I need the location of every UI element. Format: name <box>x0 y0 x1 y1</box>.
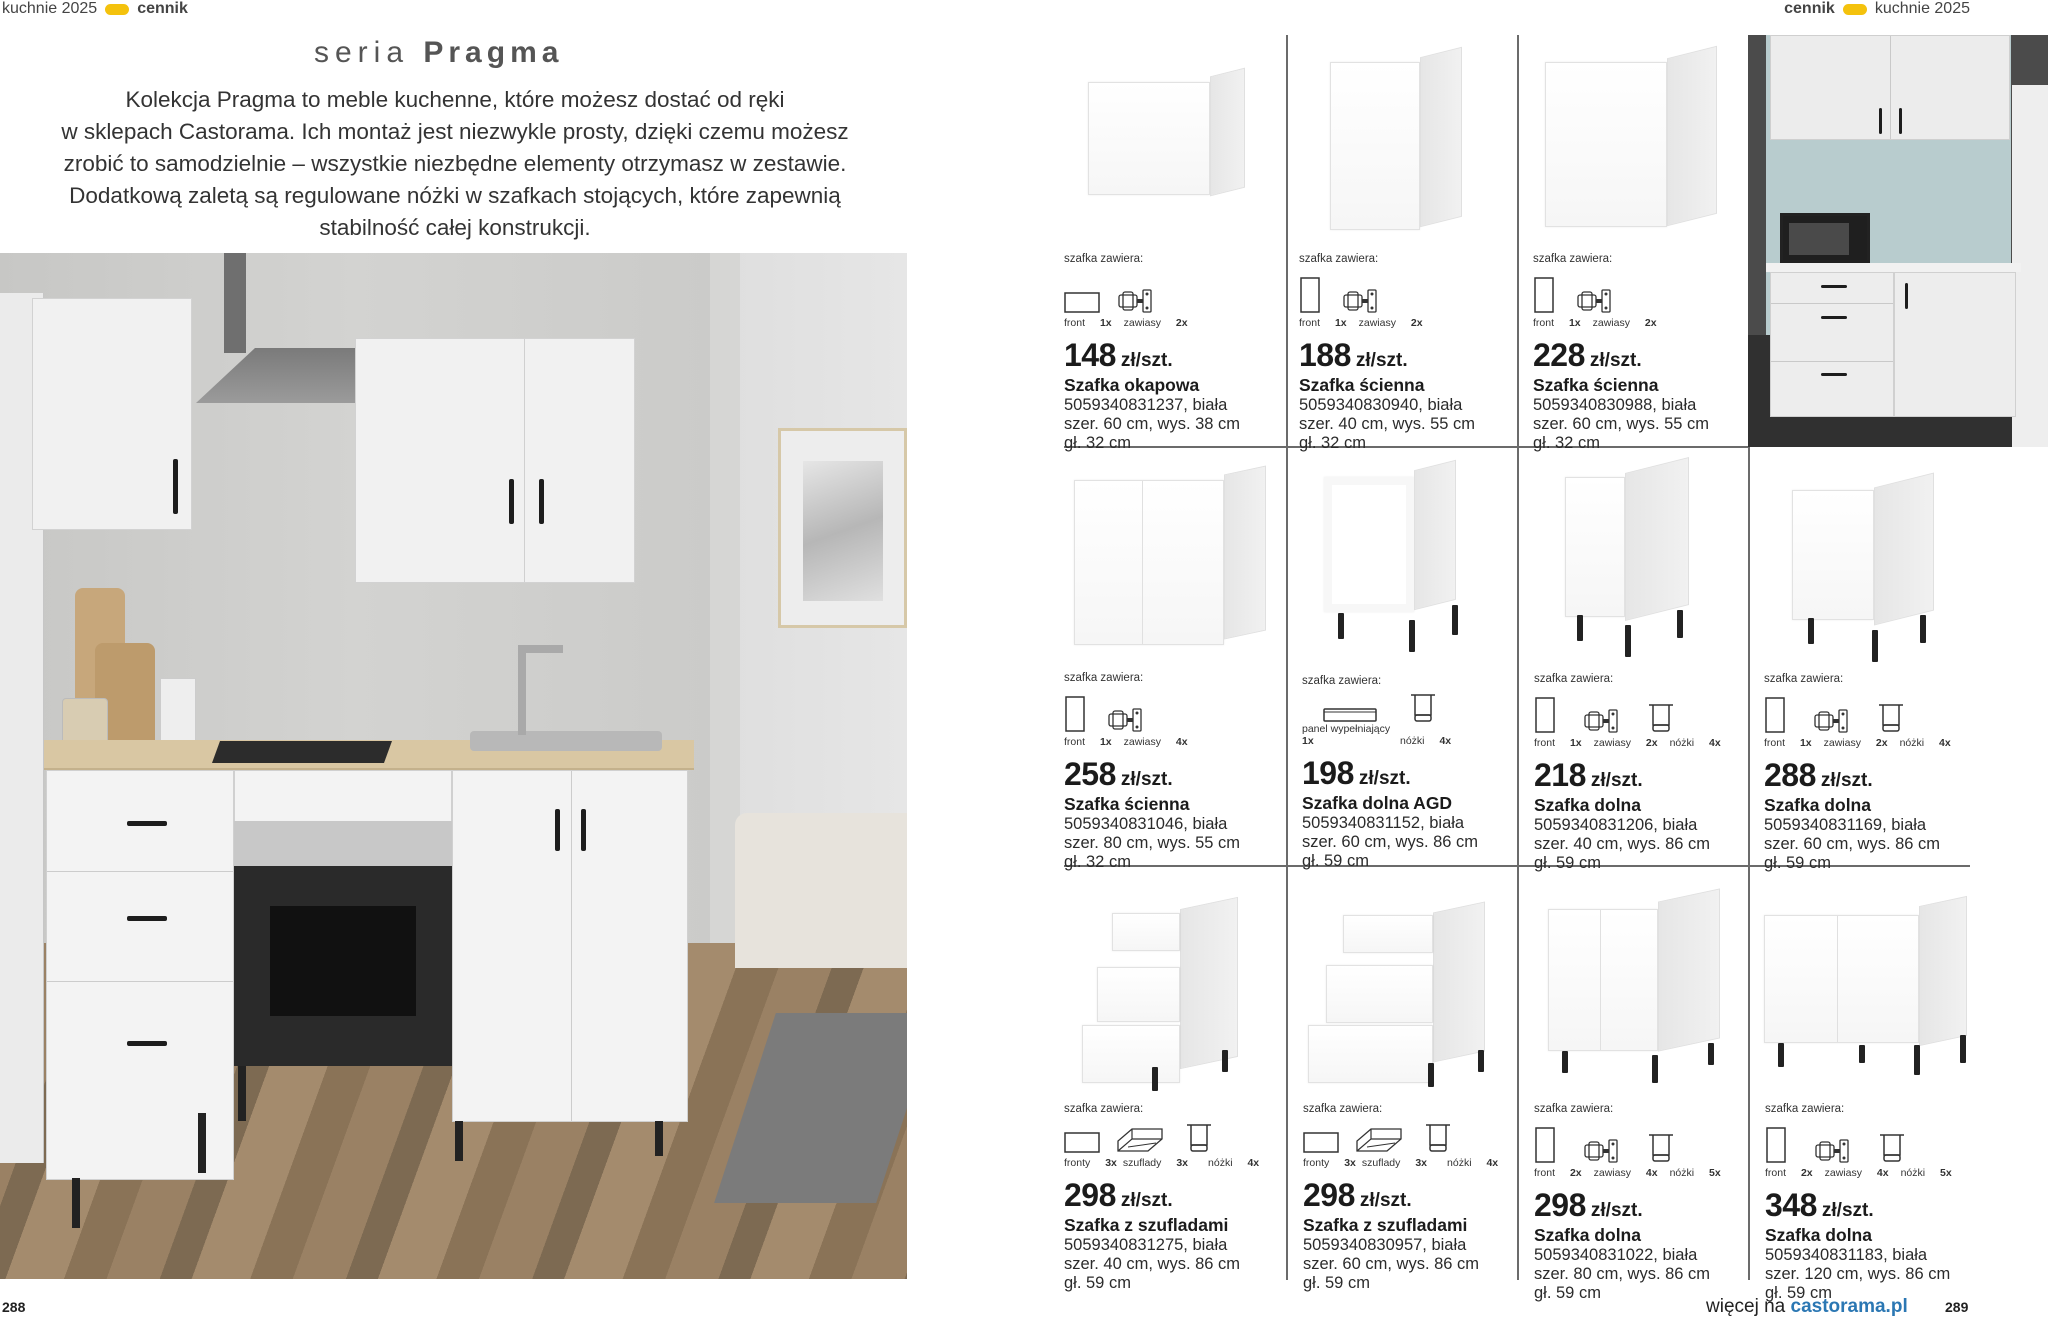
intro-line: Dodatkową zaletą są regulowane nóżki w szafkach stojących, które zapewnią <box>69 183 841 208</box>
price: 218 zł/szt. <box>1534 757 1643 793</box>
front-portrait-icon <box>1533 277 1555 313</box>
edition-label: kuchnie 2025 <box>1874 0 1970 17</box>
page-number-right: 289 <box>1945 1299 1969 1315</box>
product-card[interactable]: szafka zawiera: front 1x zawiasy 2x 148 zł/szt. Szafka okapowa 5059340831237, biała szer. 60 cm, wys. 38 cm gł. 32 cm <box>1064 253 1289 453</box>
contains-label: szafka zawiera: <box>1303 1103 1383 1115</box>
product-depth: gł. 59 cm <box>1534 854 1601 872</box>
front-portrait-icon <box>1765 1127 1787 1163</box>
product-dimensions: szer. 60 cm, wys. 86 cm <box>1303 1255 1480 1273</box>
wall-art-frame <box>778 428 907 628</box>
product-card[interactable]: szafka zawiera: front 1x zawiasy 2x nóżki 4x 218 zł/szt. Szafka dolna 5059340831206, biała szer. 40 cm, wys. 86 cm gł. 59 cm <box>1534 673 1759 873</box>
leg-icon <box>1410 693 1436 723</box>
hinge-icon <box>1815 1139 1849 1163</box>
price: 298 zł/szt. <box>1064 1177 1173 1213</box>
oven-housing <box>234 770 452 822</box>
contains-label: szafka zawiera: <box>1534 673 1614 685</box>
door-cabinet <box>1894 272 2016 417</box>
contains-label: szafka zawiera: <box>1064 1103 1144 1115</box>
contains-label: szafka zawiera: <box>1534 1103 1614 1115</box>
leg-icon <box>1878 703 1904 733</box>
drawer-cabinet <box>1770 272 1894 417</box>
product-name: Szafka dolna AGD <box>1302 793 1453 813</box>
drawer-icon <box>1355 1125 1403 1153</box>
contains-label: szafka zawiera: <box>1299 253 1379 265</box>
product-dimensions: szer. 80 cm, wys. 86 cm <box>1534 1265 1711 1283</box>
product-depth: gł. 32 cm <box>1533 434 1600 452</box>
product-image-drawer-cabinet-40 <box>1082 895 1252 1085</box>
hinge-icon <box>1343 289 1377 313</box>
accent-pill-icon <box>1843 4 1867 15</box>
wall-cabinet <box>1770 35 2010 140</box>
product-code: 5059340831275, biała <box>1064 1236 1228 1254</box>
product-dimensions: szer. 80 cm, wys. 55 cm <box>1064 834 1241 852</box>
oven <box>234 821 452 1066</box>
filler-panel-icon <box>1322 707 1378 723</box>
front-portrait-icon <box>1764 697 1786 733</box>
kitchen-set-photo <box>1748 35 2048 447</box>
product-code: 5059340831022, biała <box>1534 1246 1698 1264</box>
footer-more-link: więcej na castorama.pl <box>1706 1296 1908 1317</box>
front-landscape-icon <box>1064 1131 1100 1153</box>
product-code: 5059340831206, biała <box>1534 816 1698 834</box>
leg-icon <box>1425 1123 1451 1153</box>
price: 298 zł/szt. <box>1534 1187 1643 1223</box>
price: 258 zł/szt. <box>1064 756 1173 792</box>
grid-divider <box>1286 35 1288 1280</box>
product-name: Szafka dolna <box>1534 795 1641 815</box>
front-landscape-icon <box>1064 291 1100 313</box>
handle-icon <box>127 916 167 921</box>
product-depth: gł. 59 cm <box>1765 1284 1832 1302</box>
product-card[interactable]: szafka zawiera: fronty 3x szuflady 3x nóżki 4x 298 zł/szt. Szafka z szufladami 5059340830957, biała szer. 60 cm, wys. 86 cm gł. 59 cm <box>1303 1103 1528 1293</box>
product-image-base-cabinet-40 <box>1565 465 1705 660</box>
hinge-icon <box>1584 709 1618 733</box>
product-image-base-cabinet-60 <box>1792 480 1942 675</box>
price: 148 zł/szt. <box>1064 337 1173 373</box>
front-portrait-icon <box>1534 697 1556 733</box>
product-dimensions: szer. 60 cm, wys. 55 cm <box>1533 415 1710 433</box>
product-code: 5059340831169, biała <box>1764 816 1927 834</box>
handle-icon <box>127 821 167 826</box>
product-code: 5059340831046, biała <box>1064 815 1228 833</box>
running-header-left <box>2 0 188 18</box>
product-depth: gł. 59 cm <box>1534 1284 1601 1302</box>
hinge-icon <box>1577 289 1611 313</box>
product-card[interactable]: szafka zawiera: front 2x zawiasy 4x nóżki 5x 348 zł/szt. Szafka dolna 5059340831183, biała szer. 120 cm, wys. 86 cm gł. 59 cm <box>1765 1103 1990 1303</box>
sink <box>470 731 662 751</box>
running-header-right <box>1784 0 1970 18</box>
kitchen-photo <box>0 253 907 1279</box>
product-depth: gł. 59 cm <box>1064 1274 1131 1292</box>
sofa <box>735 813 907 968</box>
series-prefix: seria <box>314 36 410 69</box>
product-card[interactable]: szafka zawiera: fronty 3x szuflady 3x nóżki 4x 298 zł/szt. Szafka z szufladami 5059340831275, biała szer. 40 cm, wys. 86 cm gł. 59 cm <box>1064 1103 1289 1293</box>
product-card[interactable]: szafka zawiera: front 1x zawiasy 4x 258 zł/szt. Szafka ścienna 5059340831046, biała szer. 80 cm, wys. 55 cm gł. 32 cm <box>1064 672 1289 872</box>
hinge-icon <box>1814 709 1848 733</box>
intro-line: stabilność całej konstrukcji. <box>319 215 591 240</box>
price: 348 zł/szt. <box>1765 1187 1874 1223</box>
intro-line: w sklepach Castorama. Ich montaż jest niezwykle prosty, dzięki czemu możesz <box>61 119 849 144</box>
handle-icon <box>509 479 514 524</box>
leg-icon <box>1648 1133 1674 1163</box>
castorama-link[interactable]: castorama.pl <box>1790 1296 1908 1317</box>
product-dimensions: szer. 60 cm, wys. 86 cm <box>1302 833 1479 851</box>
product-image-base-cabinet-80 <box>1548 895 1728 1085</box>
handle-icon <box>539 479 544 524</box>
contains-label: szafka zawiera: <box>1064 253 1144 265</box>
product-depth: gł. 59 cm <box>1764 854 1831 872</box>
parts-icons <box>1064 271 1289 313</box>
product-code: 5059340830957, biała <box>1303 1236 1467 1254</box>
product-dimensions: szer. 120 cm, wys. 86 cm <box>1765 1265 1951 1283</box>
handle-icon <box>555 809 560 851</box>
intro-line: Kolekcja Pragma to meble kuchenne, które możesz dostać od ręki <box>125 87 785 112</box>
series-title <box>314 36 563 70</box>
front-portrait-icon <box>1299 277 1321 313</box>
worktop <box>1766 263 2021 272</box>
wall-cabinet-left <box>32 298 192 530</box>
product-code: 5059340831237, biała <box>1064 396 1228 414</box>
product-dimensions: szer. 60 cm, wys. 38 cm <box>1064 415 1241 433</box>
price: 228 zł/szt. <box>1533 337 1642 373</box>
hob <box>212 741 392 763</box>
grid-divider <box>1517 35 1519 1280</box>
product-image-wall-cabinet-80 <box>1074 470 1274 645</box>
series-name: Pragma <box>423 36 564 69</box>
hinge-icon <box>1118 289 1152 313</box>
product-name: Szafka okapowa <box>1064 375 1200 395</box>
intro-paragraph <box>0 84 910 244</box>
leg-icon <box>1879 1133 1905 1163</box>
wall-cabinet-double <box>355 338 635 583</box>
product-image-appliance-cabinet <box>1324 465 1474 660</box>
section-label: cennik <box>1784 0 1835 17</box>
product-code: 5059340830988, biała <box>1533 396 1697 414</box>
product-code: 5059340830940, biała <box>1299 396 1463 414</box>
product-dimensions: szer. 40 cm, wys. 86 cm <box>1064 1255 1241 1273</box>
intro-line: zrobić to samodzielnie – wszystkie niezbędne elementy otrzymasz w zestawie. <box>63 151 847 176</box>
hinge-icon <box>1108 708 1142 732</box>
product-depth: gł. 59 cm <box>1302 852 1369 870</box>
product-depth: gł. 32 cm <box>1299 434 1366 452</box>
product-depth: gł. 59 cm <box>1303 1274 1370 1292</box>
accent-pill-icon <box>105 4 129 15</box>
product-depth: gł. 32 cm <box>1064 853 1131 871</box>
front-landscape-icon <box>1303 1131 1339 1153</box>
handle-icon <box>173 459 178 514</box>
hood-chimney <box>224 253 246 353</box>
handle-icon <box>581 809 586 851</box>
edition-label: kuchnie 2025 <box>2 0 98 17</box>
contains-label: szafka zawiera: <box>1302 675 1382 687</box>
contains-label: szafka zawiera: <box>1064 672 1144 684</box>
section-label: cennik <box>137 0 188 17</box>
microwave <box>1780 213 1870 263</box>
leg-icon <box>1186 1123 1212 1153</box>
hinge-icon <box>1584 1139 1618 1163</box>
drawer-icon <box>1116 1125 1164 1153</box>
product-card[interactable]: szafka zawiera: front 1x zawiasy 2x 228 zł/szt. Szafka ścienna 5059340830988, biała szer. 60 cm, wys. 55 cm gł. 32 cm <box>1533 253 1758 453</box>
handle-icon <box>127 1041 167 1046</box>
price: 288 zł/szt. <box>1764 757 1873 793</box>
tap <box>518 645 526 735</box>
product-name: Szafka dolna <box>1764 795 1871 815</box>
product-name: Szafka ścienna <box>1064 794 1190 814</box>
page-number-left: 288 <box>2 1299 26 1315</box>
product-code: 5059340831183, biała <box>1765 1246 1928 1264</box>
product-dimensions: szer. 60 cm, wys. 86 cm <box>1764 835 1941 853</box>
product-image-wall-cabinet-60 <box>1545 52 1725 232</box>
product-dimensions: szer. 40 cm, wys. 55 cm <box>1299 415 1476 433</box>
product-depth: gł. 32 cm <box>1064 434 1131 452</box>
product-image-drawer-cabinet-60 <box>1308 895 1503 1085</box>
product-name: Szafka z szufladami <box>1064 1215 1229 1235</box>
product-image-wall-cabinet-40 <box>1330 52 1480 232</box>
price: 298 zł/szt. <box>1303 1177 1412 1213</box>
product-name: Szafka dolna <box>1765 1225 1872 1245</box>
front-portrait-icon <box>1534 1127 1556 1163</box>
product-name: Szafka z szufladami <box>1303 1215 1468 1235</box>
product-image-hood-cabinet <box>1088 72 1248 197</box>
product-name: Szafka dolna <box>1534 1225 1641 1245</box>
product-card[interactable]: szafka zawiera: panel wypełniający 1x nóżki 4x 198 zł/szt. Szafka dolna AGD 5059340831152, biała szer. 60 cm, wys. 86 cm gł. 59 cm <box>1302 675 1527 871</box>
product-name: Szafka ścienna <box>1299 375 1425 395</box>
leg-icon <box>1648 703 1674 733</box>
product-card[interactable]: szafka zawiera: front 1x zawiasy 2x 188 zł/szt. Szafka ścienna 5059340830940, biała szer. 40 cm, wys. 55 cm gł. 32 cm <box>1299 253 1524 453</box>
product-card[interactable]: szafka zawiera: front 1x zawiasy 2x nóżki 4x 288 zł/szt. Szafka dolna 5059340831169, biała szer. 60 cm, wys. 86 cm gł. 59 cm <box>1764 673 1989 873</box>
contains-label: szafka zawiera: <box>1764 673 1844 685</box>
product-dimensions: szer. 40 cm, wys. 86 cm <box>1534 835 1711 853</box>
product-code: 5059340831152, biała <box>1302 814 1465 832</box>
product-name: Szafka ścienna <box>1533 375 1659 395</box>
sink-cabinet <box>452 770 688 1122</box>
front-portrait-icon <box>1064 696 1086 732</box>
contains-label: szafka zawiera: <box>1765 1103 1845 1115</box>
price: 188 zł/szt. <box>1299 337 1408 373</box>
product-image-base-cabinet-120 <box>1764 895 1974 1085</box>
price: 198 zł/szt. <box>1302 755 1411 791</box>
contains-label: szafka zawiera: <box>1533 253 1613 265</box>
product-card[interactable]: szafka zawiera: front 2x zawiasy 4x nóżki 5x 298 zł/szt. Szafka dolna 5059340831022, biała szer. 80 cm, wys. 86 cm gł. 59 cm <box>1534 1103 1759 1303</box>
